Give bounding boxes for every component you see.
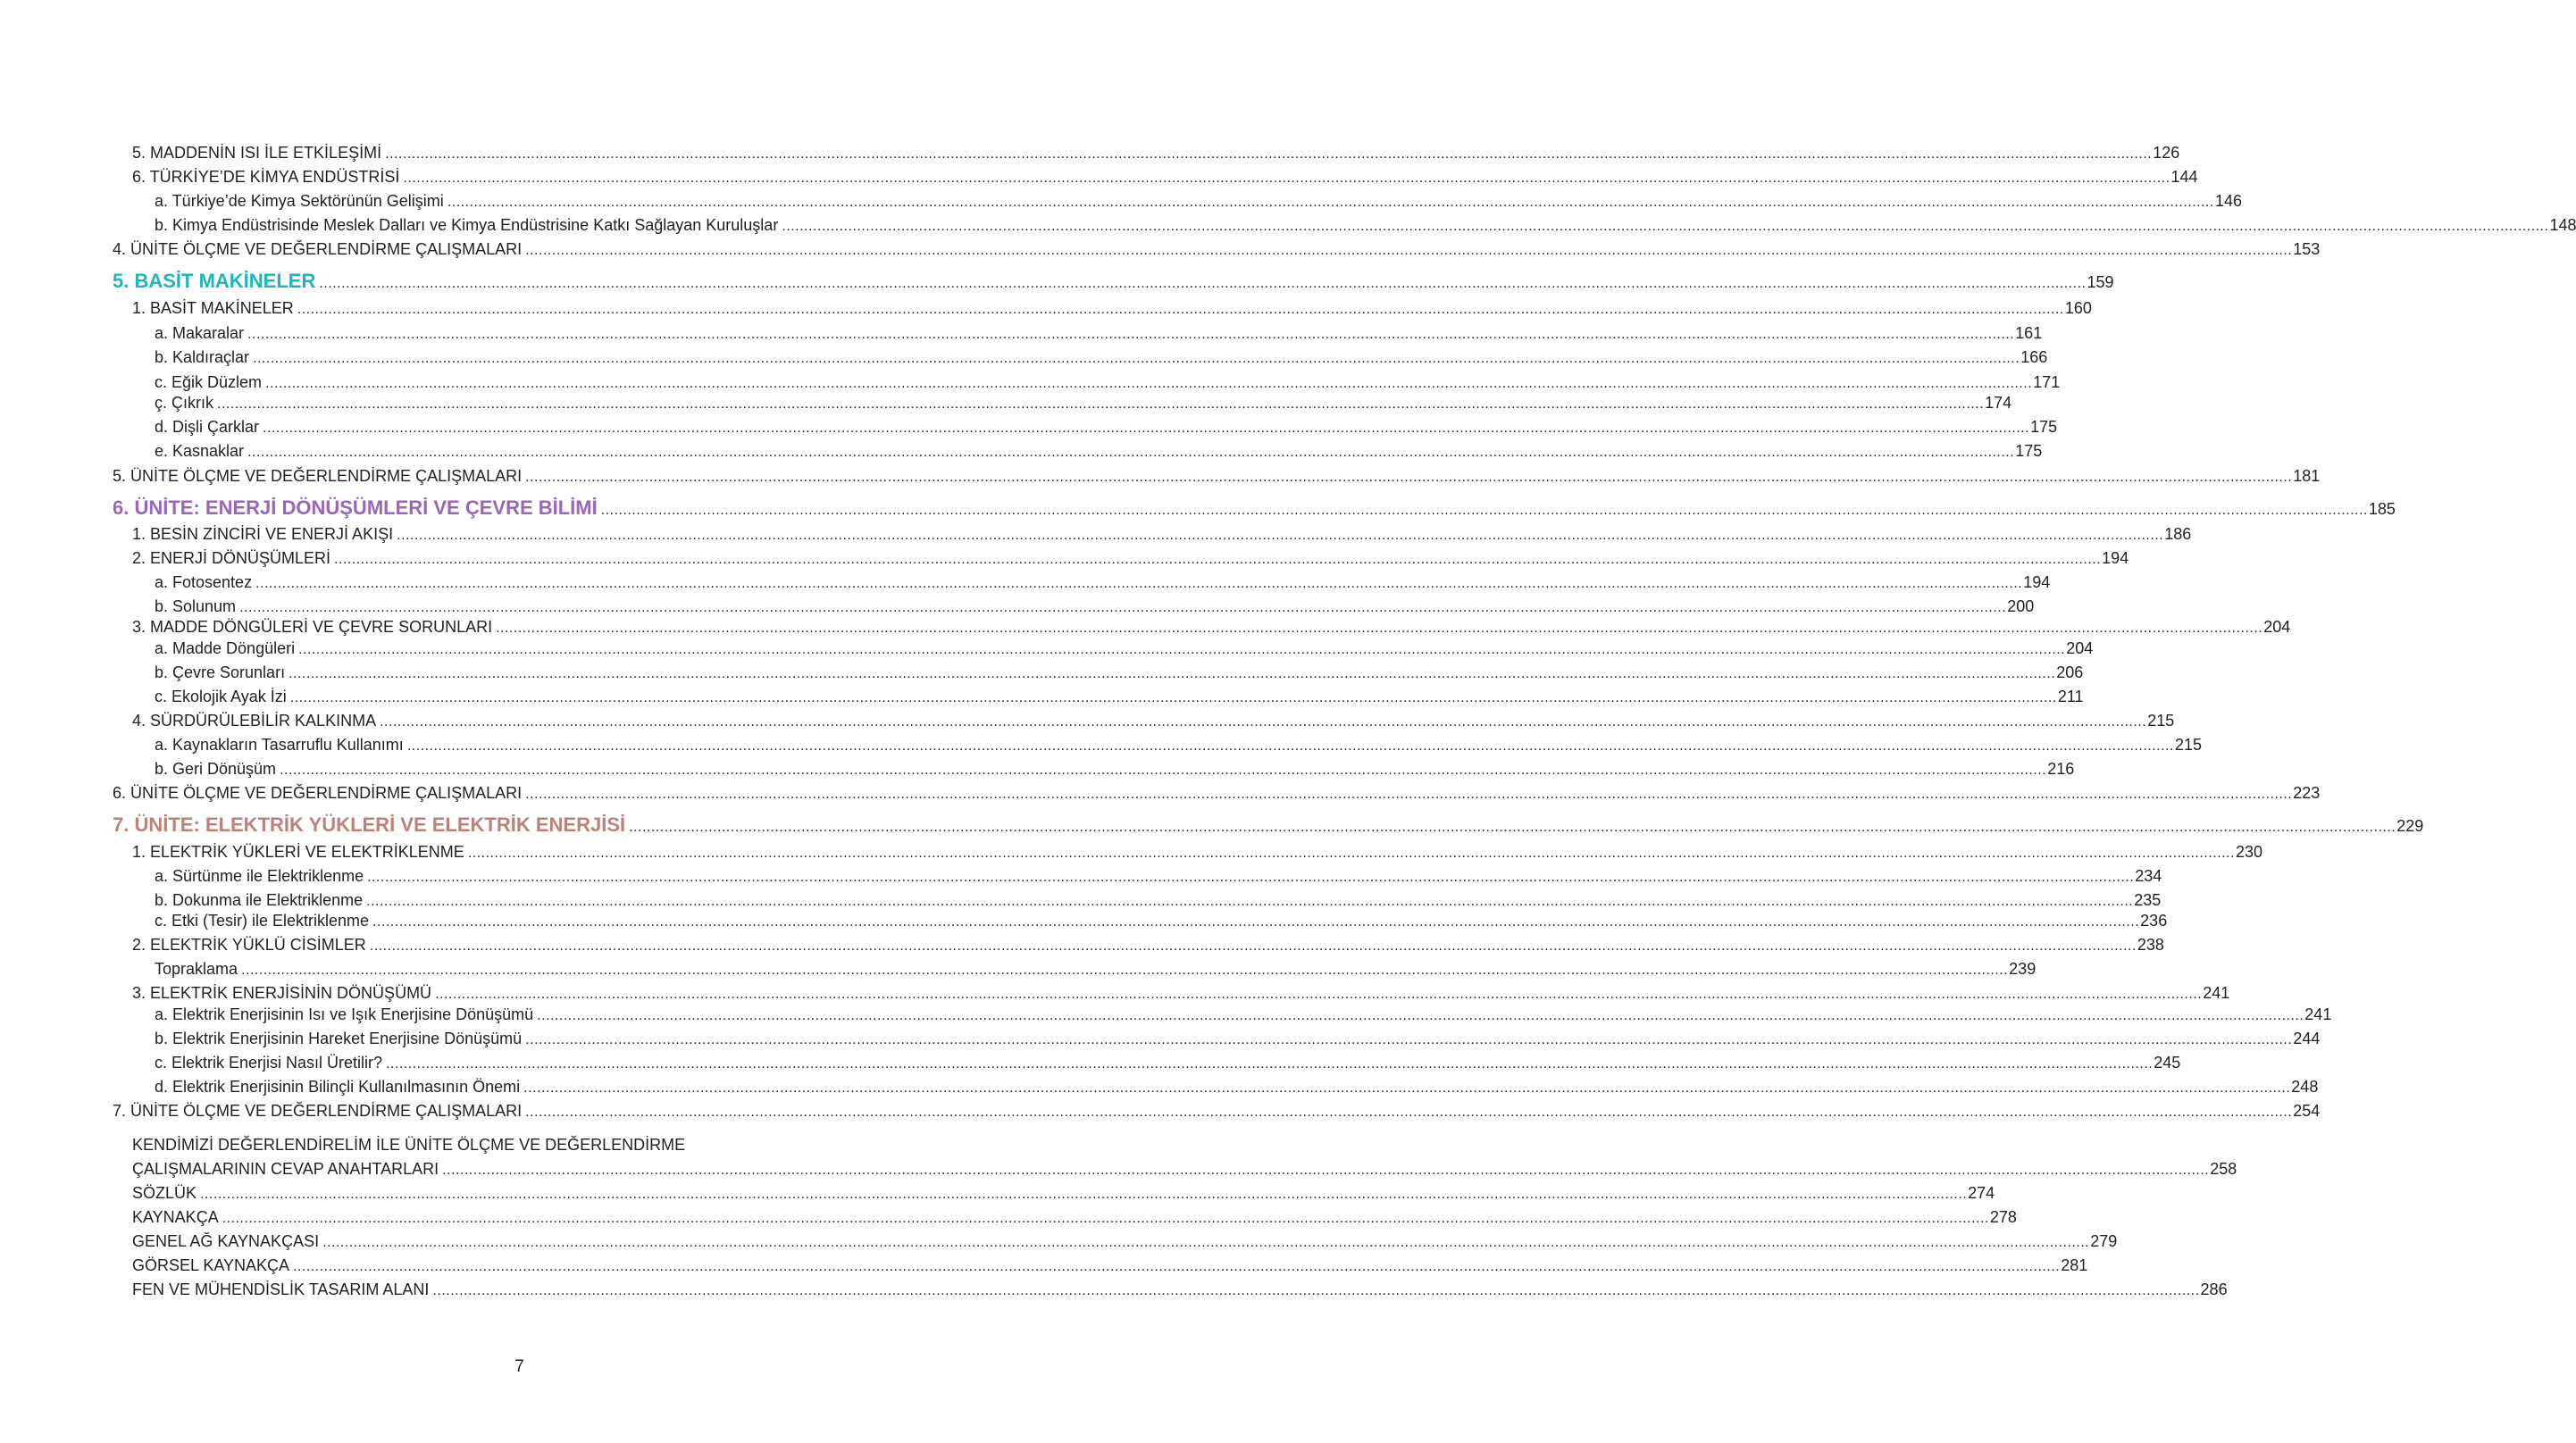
toc-entry [132,548,2129,570]
toc-entry-label: b. Solunum [155,597,237,615]
dot-leader: ................................................................................................................................................................................................................................................................................................................................................................................................................ [217,396,1985,412]
toc-entry-page: 159 [2087,273,2114,291]
toc-entry-label: Topraklama [155,960,238,978]
toc-entry [155,759,2075,780]
dot-leader: ................................................................................................................................................................................................................................................................................................................................................................................................................ [380,714,2147,730]
dot-leader: ................................................................................................................................................................................................................................................................................................................................................................................................................ [247,327,2015,342]
toc-entry-page: 248 [2291,1078,2319,1096]
toc-entry-label: 3. MADDE DÖNGÜLERİ VE ÇEVRE SORUNLARI [132,618,493,636]
toc-entry-page: 234 [2135,867,2162,885]
toc-entry-label: 5. MADDENİN ISI İLE ETKİLEŞİMİ [132,144,382,162]
toc-entry [113,239,2321,261]
toc-entry-label: 1. BESİN ZİNCİRİ VE ENERJİ AKIŞI [132,525,394,543]
toc-entry-label: a. Elektrik Enerjisinin Isı ve Işık Enerjisine Dönüşümü [155,1005,534,1023]
dot-leader: ................................................................................................................................................................................................................................................................................................................................................................................................................ [255,576,2023,591]
toc-entry [132,1183,1995,1205]
toc-entry-label: b. Dokunma ile Elektriklenme [155,891,364,909]
toc-entry-page: 175 [2015,442,2043,460]
toc-entry-label: e. Kasnaklar [155,442,245,460]
toc-entry-label: 7. ÜNİTE: ELEKTRİK YÜKLERİ VE ELEKTRİK ENERJİSİ [113,813,626,836]
toc-entry [155,191,2242,213]
dot-leader: ................................................................................................................................................................................................................................................................................................................................................................................................................ [496,621,2263,636]
dot-leader: ................................................................................................................................................................................................................................................................................................................................................................................................................ [523,1080,2291,1096]
toc-entry [155,1005,2332,1026]
toc-entry [155,1053,2181,1074]
toc-entry [155,911,2168,932]
dot-leader: ................................................................................................................................................................................................................................................................................................................................................................................................................ [403,171,2170,186]
toc-entry [132,1280,2228,1301]
dot-leader: ................................................................................................................................................................................................................................................................................................................................................................................................................ [298,642,2066,657]
dot-leader: ................................................................................................................................................................................................................................................................................................................................................................................................................ [322,1235,2090,1250]
toc-entry [155,959,2037,980]
dot-leader: ................................................................................................................................................................................................................................................................................................................................................................................................................ [525,243,2293,258]
toc-entry [132,167,2198,188]
toc-entry [155,687,2084,708]
toc-entry-page: 153 [2293,240,2321,258]
dot-leader: ................................................................................................................................................................................................................................................................................................................................................................................................................ [432,1283,2200,1298]
unit-heading [113,270,2114,294]
toc-entry [155,572,2051,594]
toc-entry [155,215,2576,237]
dot-leader: ................................................................................................................................................................................................................................................................................................................................................................................................................ [200,1187,1968,1202]
toc-entry [113,783,2321,805]
toc-entry-page: 236 [2140,912,2168,930]
dot-leader: ................................................................................................................................................................................................................................................................................................................................................................................................................ [289,666,2056,681]
toc-entry [155,638,2094,660]
toc-entry [113,1101,2321,1122]
toc-entry [132,143,2180,164]
toc-entry-page: 278 [1989,1208,2017,1226]
dot-leader: ................................................................................................................................................................................................................................................................................................................................................................................................................ [525,1105,2293,1120]
toc-entry-label: 6. TÜRKİYE’DE KİMYA ENDÜSTRİSİ [132,168,400,186]
dot-leader: ................................................................................................................................................................................................................................................................................................................................................................................................................ [369,938,2137,954]
toc-entry-label: 3. ELEKTRİK ENERJİSİNİN DÖNÜŞÜMÜ [132,984,432,1002]
toc-entry-label: b. Geri Dönüşüm [155,760,277,778]
toc-entry-label: 1. BASİT MAKİNELER [132,299,294,317]
toc-entry-label: c. Elektrik Enerjisi Nasıl Üretilir? [155,1054,383,1072]
toc-entry [132,983,2230,1005]
toc-entry-label: d. Elektrik Enerjisinin Bilinçli Kullanılmasının Önemi [155,1078,521,1096]
toc-entry-page: 215 [2174,736,2202,754]
toc-entry-page: 171 [2033,373,2061,391]
dot-leader: ................................................................................................................................................................................................................................................................................................................................................................................................................ [406,738,2174,754]
toc-entry-page: 185 [2368,500,2396,518]
toc-entry-label: a. Türkiye’de Kimya Sektörünün Gelişimi [155,192,444,210]
toc-entry-page: 223 [2293,784,2321,802]
toc-entry-label: 5. BASİT MAKİNELER [113,270,316,292]
dot-leader: ................................................................................................................................................................................................................................................................................................................................................................................................................ [265,376,2033,391]
dot-leader: ................................................................................................................................................................................................................................................................................................................................................................................................................ [366,894,2134,909]
toc-entry-page: 194 [2102,549,2129,567]
toc-entry [132,1135,882,1155]
dot-leader: ................................................................................................................................................................................................................................................................................................................................................................................................................ [397,528,2164,543]
dot-leader: ................................................................................................................................................................................................................................................................................................................................................................................................................ [253,351,2020,366]
toc-entry-page: 161 [2015,324,2043,342]
toc-entry-page: 239 [2009,960,2037,978]
toc-entry [132,1255,2088,1277]
toc-entry-page: 286 [2200,1280,2228,1298]
toc-entry [155,347,2048,369]
toc-entry-page: 254 [2293,1102,2321,1120]
dot-leader: ................................................................................................................................................................................................................................................................................................................................................................................................................ [435,987,2203,1002]
toc-entry-label: GÖRSEL KAYNAKÇA [132,1256,290,1274]
dot-leader: ................................................................................................................................................................................................................................................................................................................................................................................................................ [537,1008,2304,1023]
toc-entry [155,372,2061,394]
toc-entry-label: a. Sürtünme ile Elektriklenme [155,867,364,885]
toc-entry-page: 241 [2304,1005,2332,1023]
toc-entry-label: 4. ÜNİTE ÖLÇME VE DEĞERLENDİRME ÇALIŞMALARI [113,240,523,258]
toc-entry-label: b. Kimya Endüstrisinde Meslek Dalları ve Kimya Endüstrisine Katkı Sağlayan Kuruluşlar [155,216,779,234]
toc-entry-page: 230 [2235,843,2262,861]
toc-entry-page: 204 [2263,618,2291,636]
dot-leader: ................................................................................................................................................................................................................................................................................................................................................................................................................ [222,1211,1989,1226]
dot-leader: ................................................................................................................................................................................................................................................................................................................................................................................................................ [385,146,2153,162]
toc-entry [132,935,2164,956]
toc-entry-page: 126 [2153,144,2180,162]
toc-entry-page: 241 [2203,984,2230,1002]
unit-heading [113,813,2424,838]
toc-entry-label: c. Eğik Düzlem [155,373,263,391]
dot-leader: ................................................................................................................................................................................................................................................................................................................................................................................................................ [334,552,2102,567]
toc-entry-label: 4. SÜRDÜRÜLEBİLİR KALKINMA [132,712,377,730]
dot-leader: ................................................................................................................................................................................................................................................................................................................................................................................................................ [386,1056,2154,1072]
dot-leader: ................................................................................................................................................................................................................................................................................................................................................................................................................ [447,195,2214,210]
dot-leader: ................................................................................................................................................................................................................................................................................................................................................................................................................ [263,421,2030,436]
toc-entry-label: a. Madde Döngüleri [155,639,296,657]
toc-entry [155,441,2043,463]
toc-entry-label: a. Fotosentez [155,573,253,591]
toc-entry-label: ç. Çıkrık [155,394,213,412]
unit-heading [113,496,2396,521]
toc-entry-page: 160 [2064,299,2092,317]
toc-entry [155,417,2058,438]
toc-entry-page: 258 [2210,1160,2237,1178]
toc-entry-page: 274 [1968,1184,1995,1202]
toc-entry [132,298,2092,320]
toc-entry-label: 7. ÜNİTE ÖLÇME VE DEĞERLENDİRME ÇALIŞMALARI [113,1102,523,1120]
toc-entry-page: 229 [2396,817,2424,835]
toc-entry-label: b. Elektrik Enerjisinin Hareket Enerjisine Dönüşümü [155,1030,523,1047]
toc-entry [155,866,2162,888]
toc-entry-page: 194 [2023,573,2051,591]
dot-leader: ................................................................................................................................................................................................................................................................................................................................................................................................................ [467,846,2235,861]
dot-leader: ................................................................................................................................................................................................................................................................................................................................................................................................................ [293,1259,2061,1274]
toc-entry [132,1231,2118,1253]
dot-leader: ................................................................................................................................................................................................................................................................................................................................................................................................................ [600,503,2368,518]
dot-leader: ................................................................................................................................................................................................................................................................................................................................................................................................................ [442,1163,2210,1178]
dot-leader: ................................................................................................................................................................................................................................................................................................................................................................................................................ [239,600,2007,615]
toc-entry-page: 186 [2164,525,2192,543]
toc-entry-label: b. Kaldıraçlar [155,348,250,366]
dot-leader: ................................................................................................................................................................................................................................................................................................................................................................................................................ [280,763,2047,778]
toc-entry-page: 200 [2007,597,2035,615]
toc-entry [113,466,2321,488]
toc-entry-label: 6. ÜNİTE ÖLÇME VE DEĞERLENDİRME ÇALIŞMALARI [113,784,523,802]
dot-leader: ................................................................................................................................................................................................................................................................................................................................................................................................................ [247,445,2015,460]
toc-entry [155,890,2162,912]
toc-entry-label: c. Etki (Tesir) ile Elektriklenme [155,912,370,930]
toc-entry-page: 148 [2549,216,2576,234]
toc-entry-label: 5. ÜNİTE ÖLÇME VE DEĞERLENDİRME ÇALIŞMALARI [113,467,523,485]
toc-entry-label: GENEL AĞ KAYNAKÇASI [132,1232,320,1250]
toc-entry-page: 175 [2030,418,2058,436]
toc-entry-label: 2. ELEKTRİK YÜKLÜ CİSİMLER [132,936,366,954]
dot-leader: ................................................................................................................................................................................................................................................................................................................................................................................................................ [241,963,2009,978]
toc-entry-page: 244 [2293,1030,2321,1047]
toc-entry-page: 281 [2061,1256,2088,1274]
toc-entry [132,842,2262,863]
toc-entry-page: 166 [2020,348,2048,366]
toc-entry-label: KAYNAKÇA [132,1208,219,1226]
toc-entry [132,711,2175,732]
dot-leader: ................................................................................................................................................................................................................................................................................................................................................................................................................ [297,302,2064,317]
toc-entry-page: 215 [2147,712,2175,730]
toc-entry-label: a. Makaralar [155,324,245,342]
dot-leader: ................................................................................................................................................................................................................................................................................................................................................................................................................ [629,820,2396,835]
toc-entry [155,596,2035,618]
dot-leader: ................................................................................................................................................................................................................................................................................................................................................................................................................ [525,470,2293,485]
toc-entry [155,323,2043,345]
toc-entry-page: 235 [2134,891,2162,909]
toc-entry-page: 206 [2056,663,2084,681]
toc-entry-label: c. Ekolojik Ayak İzi [155,688,287,705]
dot-leader: ................................................................................................................................................................................................................................................................................................................................................................................................................ [525,787,2293,802]
toc-entry [155,663,2084,684]
toc-entry-label: ÇALIŞMALARININ CEVAP ANAHTARLARI [132,1160,439,1178]
toc-entry [132,617,2291,638]
dot-leader: ................................................................................................................................................................................................................................................................................................................................................................................................................ [372,914,2140,930]
toc-entry-page: 245 [2154,1054,2181,1072]
toc-entry-label: FEN VE MÜHENDİSLİK TASARIM ALANI [132,1280,430,1298]
dot-leader: ................................................................................................................................................................................................................................................................................................................................................................................................................ [319,276,2087,291]
toc-entry-page: 181 [2293,467,2321,485]
dot-leader: ................................................................................................................................................................................................................................................................................................................................................................................................................ [525,1032,2293,1047]
toc-entry-page: 211 [2057,688,2084,705]
toc-entry [132,1207,2017,1229]
dot-leader: ................................................................................................................................................................................................................................................................................................................................................................................................................ [782,219,2549,234]
toc-entry-page: 174 [1985,394,2012,412]
toc-entry-label: b. Çevre Sorunları [155,663,286,681]
toc-entry [132,524,2192,546]
toc-entry [155,735,2202,756]
page-number: 7 [514,1357,524,1376]
toc-entry [155,393,2012,414]
toc-entry [132,1159,2237,1180]
toc-entry-label: a. Kaynakların Tasarruflu Kullanımı [155,736,404,754]
toc-entry-page: 279 [2090,1232,2118,1250]
toc-entry-label: SÖZLÜK [132,1184,197,1202]
toc-entry [155,1077,2319,1098]
toc-entry-label: 1. ELEKTRİK YÜKLERİ VE ELEKTRİKLENME [132,843,464,861]
toc-entry-label: 6. ÜNİTE: ENERJİ DÖNÜŞÜMLERİ VE ÇEVRE BİLİMİ [113,496,598,519]
toc-entry-page: 238 [2137,936,2164,954]
dot-leader: ................................................................................................................................................................................................................................................................................................................................................................................................................ [367,870,2135,885]
toc-entry-page: 146 [2214,192,2242,210]
toc-entry-label: 2. ENERJİ DÖNÜŞÜMLERİ [132,549,331,567]
toc-entry [155,1029,2321,1050]
toc-entry-label: d. Dişli Çarklar [155,418,260,436]
toc-entry-label: KENDİMİZİ DEĞERLENDİRELİM İLE ÜNİTE ÖLÇME VE DEĞERLENDİRME [132,1136,686,1154]
dot-leader: ................................................................................................................................................................................................................................................................................................................................................................................................................ [289,690,2057,705]
toc-entry-page: 144 [2170,168,2198,186]
toc-entry-page: 216 [2047,760,2075,778]
toc-entry-page: 204 [2066,639,2094,657]
